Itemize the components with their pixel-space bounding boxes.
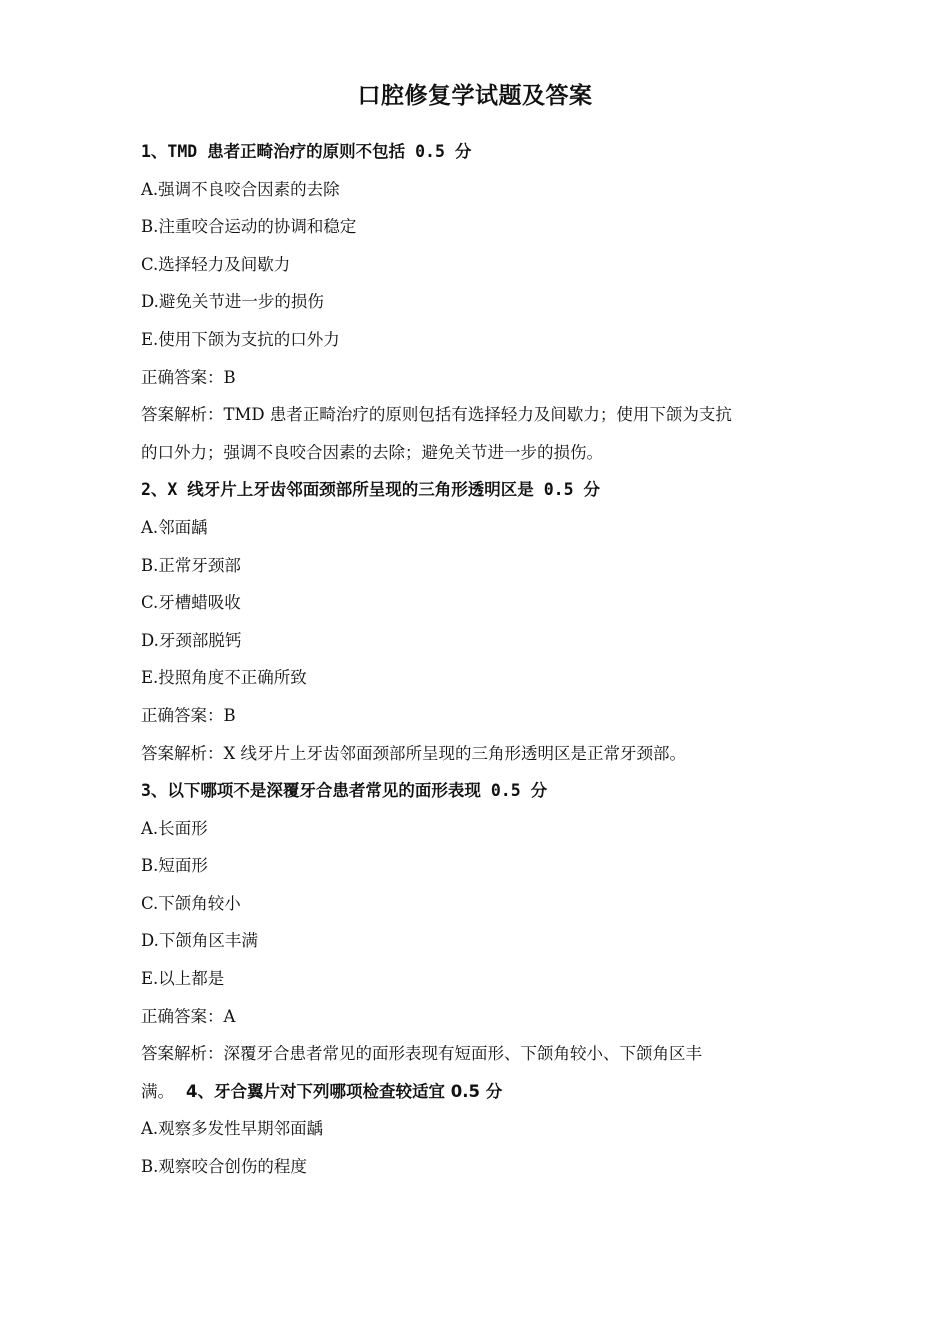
question-3-option-c: C.下颌角较小	[141, 893, 241, 913]
question-2-option-d: D.牙颈部脱钙	[141, 630, 242, 650]
question-2-option-a: A.邻面龋	[141, 517, 208, 537]
question-4-option-a: A.观察多发性早期邻面龋	[141, 1119, 324, 1139]
question-2-option-e: E.投照角度不正确所致	[141, 668, 307, 688]
question-1-option-e: E.使用下颌为支抗的口外力	[141, 329, 340, 349]
question-3-option-d: D.下颌角区丰满	[141, 931, 258, 951]
question-1-explanation-line-1: 答案解析：TMD 患者正畸治疗的原则包括有选择轻力及间歇力；使用下颌为支抗	[141, 405, 732, 425]
question-3-explanation-line-1: 答案解析：深覆牙合患者常见的面形表现有短面形、下颌角较小、下颌角区丰	[141, 1044, 702, 1064]
question-2-option-b: B.正常牙颈部	[141, 555, 241, 575]
document-title: 口腔修复学试题及答案	[357, 83, 593, 109]
question-3-explanation-line-2: 满。	[141, 1081, 174, 1101]
question-1-option-d: D.避免关节进一步的损伤	[141, 292, 324, 312]
question-1-option-a: A.强调不良咬合因素的去除	[141, 179, 340, 199]
question-2-explanation-line-1: 答案解析：X 线牙片上牙齿邻面颈部所呈现的三角形透明区是正常牙颈部。	[141, 743, 686, 763]
question-1-option-c: C.选择轻力及间歇力	[141, 254, 291, 274]
question-1-stem: 1、TMD 患者正畸治疗的原则不包括 0.5 分	[141, 142, 472, 161]
question-4-stem: 4、牙合翼片对下列哪项检查较适宜 0.5 分	[186, 1081, 503, 1101]
question-3-option-b: B.短面形	[141, 856, 208, 876]
question-2-stem: 2、X 线牙片上牙齿邻面颈部所呈现的三角形透明区是 0.5 分	[141, 480, 600, 500]
question-3-option-e: E.以上都是	[141, 969, 225, 989]
question-1-answer: 正确答案：B	[141, 367, 236, 387]
question-1-explanation-line-2: 的口外力；强调不良咬合因素的去除；避免关节进一步的损伤。	[141, 442, 603, 462]
question-3-explanation-continuation	[141, 1073, 821, 1111]
document-body	[141, 133, 821, 1186]
question-4-option-b: B.观察咬合创伤的程度	[141, 1157, 307, 1177]
question-3-option-a: A.长面形	[141, 818, 208, 838]
question-3-stem: 3、以下哪项不是深覆牙合患者常见的面形表现 0.5 分	[141, 781, 548, 801]
question-2-answer: 正确答案：B	[141, 705, 236, 725]
question-2-option-c: C.牙槽蜡吸收	[141, 593, 241, 613]
question-1-option-b: B.注重咬合运动的协调和稳定	[141, 217, 357, 237]
question-3-answer: 正确答案：A	[141, 1006, 236, 1026]
